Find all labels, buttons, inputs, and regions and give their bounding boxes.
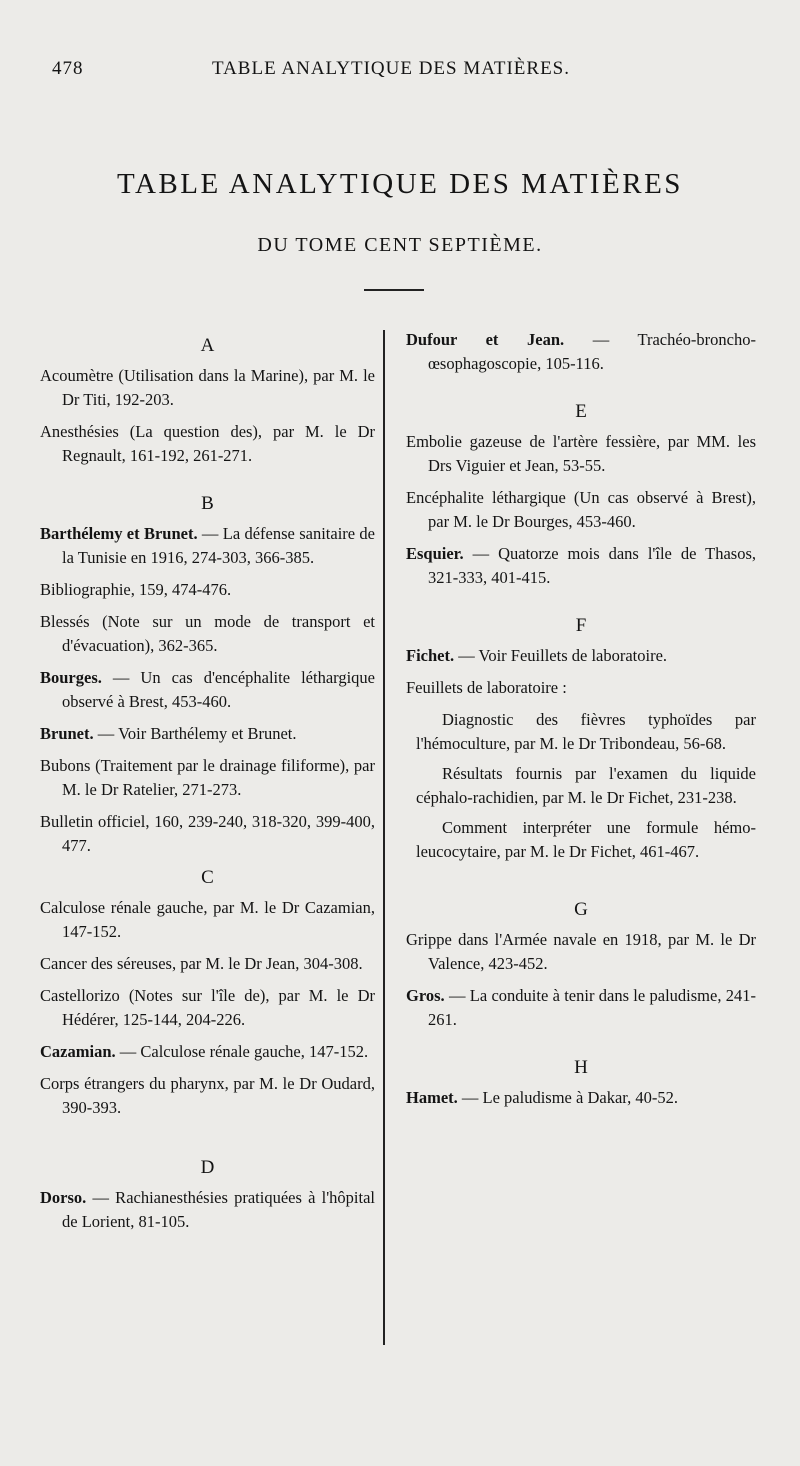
index-entry [406, 676, 756, 700]
index-entry [406, 486, 756, 534]
title-rule [364, 289, 424, 291]
index-entry [406, 1086, 756, 1110]
entry-head: Fichet. [406, 646, 455, 665]
index-entry [40, 1186, 375, 1234]
index-entry [40, 952, 375, 976]
entry-text: — La conduite à tenir dans le paludisme, 241-261. [428, 986, 756, 1029]
index-entry [406, 542, 756, 590]
entry-text: — Rachianesthésies pratiquées à l'hôpital de Lorient, 81-105. [62, 1188, 375, 1231]
column-rule [383, 330, 385, 1345]
entry-text: Cancer des séreuses, par M. le Dr Jean, 304-308. [40, 954, 363, 973]
index-entry [40, 896, 375, 944]
entry-text: Bibliographie, 159, 474-476. [40, 580, 232, 599]
entry-head: Bourges. [40, 668, 102, 687]
entry-text: Encéphalite léthargique (Un cas observé à Brest), par M. le Dr Bourges, 453-460. [406, 488, 756, 531]
index-entry [40, 610, 375, 658]
index-subentry: Diagnostic des fièvres typhoïdes par l'hémoculture, par M. le Dr Tribondeau, 56-68. [416, 710, 756, 753]
entry-head: Brunet. [40, 724, 94, 743]
entry-text: Bubons (Traitement par le drainage filiforme), par M. le Dr Ratelier, 271-273. [40, 756, 375, 799]
entry-text: Blessés (Note sur un mode de transport et d'évacuation), 362-365. [40, 612, 375, 655]
index-entry [40, 578, 375, 602]
page-title: TABLE ANALYTIQUE DES MATIÈRES [117, 168, 683, 200]
entry-head: Esquier. [406, 544, 464, 563]
page-number: 478 [52, 58, 84, 79]
section-letter-b: B [201, 493, 214, 514]
entry-text: — Calculose rénale gauche, 147-152. [115, 1042, 369, 1061]
entry-head: Dorso. [40, 1188, 87, 1207]
running-title: TABLE ANALYTIQUE DES MATIÈRES. [212, 58, 571, 79]
index-entry [40, 420, 375, 468]
entry-head: Cazamian. [40, 1042, 116, 1061]
index-entry [406, 984, 756, 1032]
entry-text: Bulletin officiel, 160, 239-240, 318-320, 399-400, 477. [40, 812, 375, 855]
section-letter-f: F [575, 615, 587, 636]
entry-text: — Le paludisme à Dakar, 40-52. [457, 1088, 678, 1107]
entry-text: Anesthésies (La question des), par M. le Dr Regnault, 161-192, 261-271. [40, 422, 375, 465]
left-column [40, 328, 375, 1242]
section-letter-e: E [575, 401, 587, 422]
entry-text: Embolie gazeuse de l'artère fessière, par MM. les Drs Viguier et Jean, 53-55. [406, 432, 756, 475]
entry-head: Dufour et Jean. [406, 330, 565, 349]
index-entry [40, 666, 375, 714]
entry-text: Castellorizo (Notes sur l'île de), par M. le Dr Hédérer, 125-144, 204-226. [40, 986, 375, 1029]
index-entry [406, 328, 756, 376]
entry-text: Calculose rénale gauche, par M. le Dr Cazamian, 147-152. [40, 898, 375, 941]
section-letter-g: G [574, 899, 588, 920]
index-entry [40, 364, 375, 412]
index-entry [406, 928, 756, 976]
index-entry [40, 1072, 375, 1120]
index-entry [406, 430, 756, 478]
index-entry [406, 644, 756, 668]
running-head [52, 58, 612, 88]
index-entry [40, 984, 375, 1032]
entry-text: Corps étrangers du pharynx, par M. le Dr Oudard, 390-393. [40, 1074, 375, 1117]
entry-text: — Voir Feuillets de laboratoire. [454, 646, 668, 665]
entry-head: Gros. [406, 986, 445, 1005]
index-subentry: Comment interpréter une formule hémo-leucocytaire, par M. le Dr Fichet, 461-467. [416, 818, 756, 861]
index-entry [40, 722, 375, 746]
section-letter-a: A [200, 335, 215, 356]
index-subentry: Résultats fournis par l'examen du liquide céphalo-rachidien, par M. le Dr Fichet, 231-238. [416, 764, 756, 807]
right-column [406, 328, 756, 1118]
index-entry [40, 810, 375, 858]
entry-head: Hamet. [406, 1088, 458, 1107]
page-subtitle: DU TOME CENT SEPTIÈME. [257, 234, 543, 256]
section-letter-c: C [201, 867, 214, 888]
entry-text: Acoumètre (Utilisation dans la Marine), par M. le Dr Titi, 192-203. [40, 366, 375, 409]
entry-text: — La défense sanitaire de la Tunisie en 1916, 274-303, 366-385. [62, 524, 375, 567]
section-letter-d: D [200, 1157, 215, 1178]
entry-text: — Trachéo-broncho-œsophagoscopie, 105-116. [428, 330, 756, 373]
entry-text: Feuillets de laboratoire : [406, 678, 567, 697]
index-entry [40, 1040, 375, 1064]
entry-head: Barthélemy et Brunet. [40, 524, 198, 543]
index-entry [40, 522, 375, 570]
entry-text: Grippe dans l'Armée navale en 1918, par M. le Dr Valence, 423-452. [406, 930, 756, 973]
index-entry [40, 754, 375, 802]
section-letter-h: H [574, 1057, 588, 1078]
entry-text: — Quatorze mois dans l'île de Thasos, 321-333, 401-415. [428, 544, 756, 587]
entry-text: — Un cas d'encéphalite léthargique observé à Brest, 453-460. [62, 668, 375, 711]
entry-text: — Voir Barthélemy et Brunet. [93, 724, 297, 743]
